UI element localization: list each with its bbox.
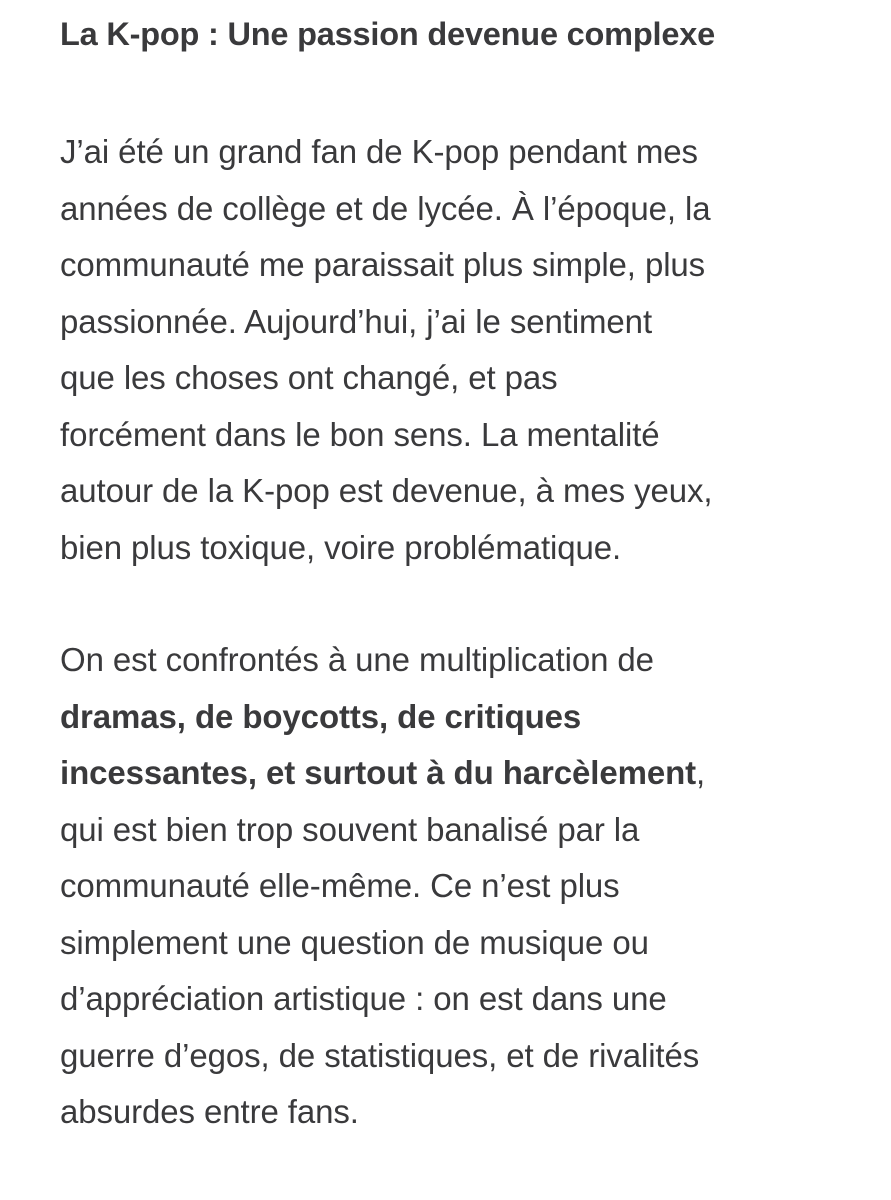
document-title: La K-pop : Une passion devenue complexe	[60, 16, 715, 52]
emphasis-text: incessantes, et surtout à du harcèlement	[60, 754, 697, 791]
paragraph-2	[60, 632, 860, 1141]
paragraph-2-line: absurdes entre fans.	[60, 1093, 359, 1130]
paragraph-1-line: autour de la K-pop est devenue, à mes yeux,	[60, 472, 713, 509]
paragraph-2-line: guerre d’egos, de statistiques, et de rivalités	[60, 1036, 700, 1074]
paragraph-2-line	[60, 689, 860, 746]
paragraph-1-line: forcément dans le bon sens. La mentalité	[60, 415, 660, 453]
paragraph-2-line: d’appréciation artistique : on est dans une	[60, 980, 667, 1017]
paragraph-2-line: communauté elle-même. Ce n’est plus	[60, 867, 620, 904]
paragraph-1	[60, 124, 860, 576]
paragraph-1-line: communauté me paraissait plus simple, plus	[60, 246, 706, 283]
emphasis-text: dramas, de boycotts, de critiques	[60, 697, 582, 735]
paragraph-2-line: qui est bien trop souvent banalisé par la	[60, 810, 640, 848]
paragraph-1-line: que les choses ont changé, et pas	[60, 359, 558, 396]
paragraph-1-line: passionnée. Aujourd’hui, j’ai le sentiment	[60, 302, 653, 340]
document-page	[60, 0, 860, 1141]
paragraph-2-line: simplement une question de musique ou	[60, 923, 649, 961]
paragraph-2-line	[60, 745, 860, 802]
paragraph-1-line: J’ai été un grand fan de K-pop pendant mes	[60, 133, 698, 170]
paragraph-1-line: bien plus toxique, voire problématique.	[60, 528, 622, 566]
paragraph-2-line: On est confrontés à une multiplication de	[60, 641, 654, 678]
paragraph-1-line: années de collège et de lycée. À l’époque, la	[60, 189, 711, 227]
comma-text: ,	[696, 754, 706, 791]
